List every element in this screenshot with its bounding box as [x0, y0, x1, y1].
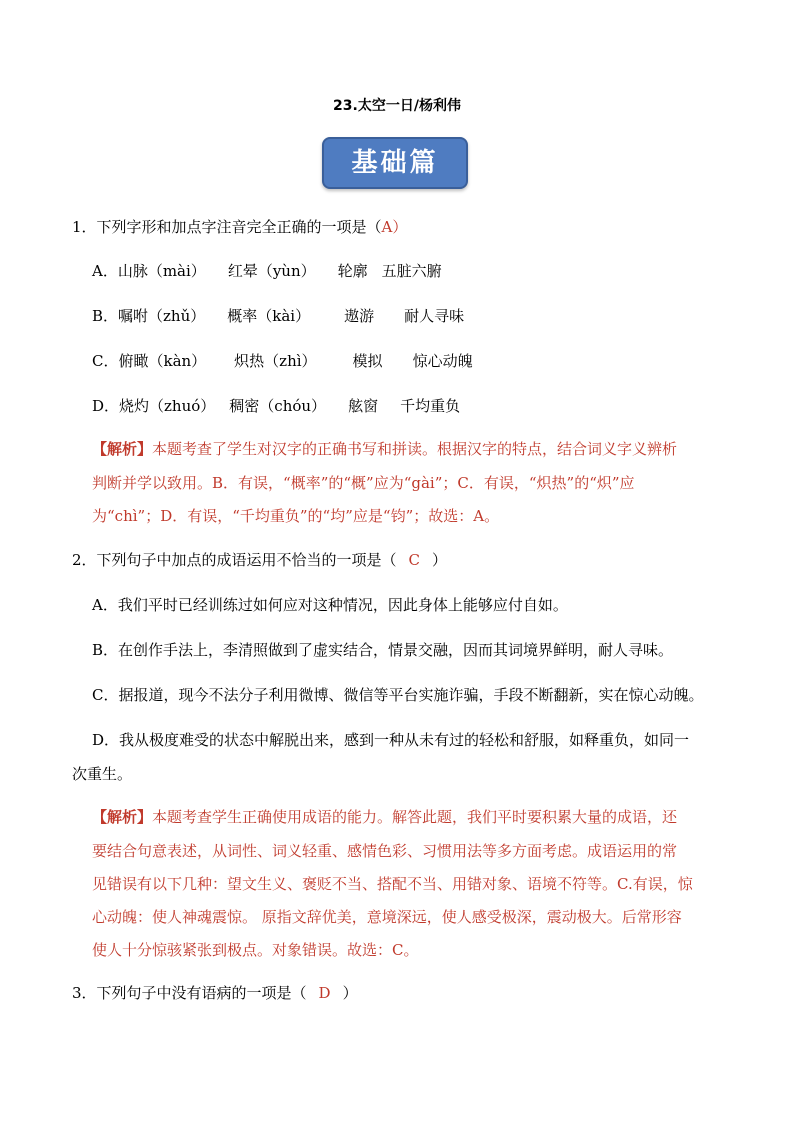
question-2-option-d: D．我从极度难受的状态中解脱出来，感到一种从未有过的轻松和舒服，如释重负，如同一 — [92, 731, 690, 749]
question-stem-text: 3．下列句子中没有语病的一项是（ — [72, 984, 307, 1002]
option-word: 惊心动魄 — [412, 352, 473, 370]
option-word: B．嘱咐（zhǔ） — [92, 307, 206, 325]
question-1-option-b — [92, 305, 464, 327]
question-3-stem — [72, 982, 358, 1004]
question-2-analysis-line: 使人十分惊骇紧张到极点。对象错误。故选：C。 — [92, 941, 419, 959]
question-1-option-d — [92, 395, 460, 417]
question-answer: C — [408, 551, 421, 569]
option-word: 炽热（zhì） — [234, 352, 317, 370]
option-word: 舷窗 — [348, 397, 379, 415]
question-answer: D — [318, 984, 331, 1002]
option-word: 遨游 — [344, 307, 375, 325]
question-2-option-d-continued: 次重生。 — [72, 765, 133, 783]
question-stem-text: 1．下列字形和加点字注音完全正确的一项是（ — [72, 218, 382, 236]
analysis-text: 本题考查学生正确使用成语的能力。解答此题，我们平时要积累大量的成语，还 — [152, 808, 678, 826]
analysis-tag: 【解析】 — [92, 808, 153, 826]
question-2-analysis-line — [92, 806, 677, 828]
question-1-option-a — [92, 260, 442, 282]
option-word: A．山脉（mài） — [92, 262, 206, 280]
analysis-tag: 【解析】 — [92, 440, 153, 458]
question-2-stem — [72, 549, 447, 571]
page-title: 23.太空一日/杨利伟 — [333, 98, 461, 114]
question-1-option-c — [92, 350, 473, 372]
option-word: 概率（kài） — [227, 307, 311, 325]
question-2-analysis-line: 见错误有以下几种：望文生义、褒贬不当、搭配不当、用错对象、语境不符等。C.有误，惊 — [92, 875, 693, 893]
question-answer: A — [381, 218, 393, 236]
question-stem-text: 2．下列句子中加点的成语运用不恰当的一项是（ — [72, 551, 397, 569]
option-word: 五脏六腑 — [381, 262, 442, 280]
option-word: D．烧灼（zhuó） — [92, 397, 216, 415]
option-word: 红晕（yùn） — [227, 262, 316, 280]
question-close: ） — [342, 984, 358, 1002]
analysis-text: 本题考查了学生对汉字的正确书写和拼读。根据汉字的特点，结合词义字义辨析 — [152, 440, 678, 458]
question-close: ） — [432, 551, 448, 569]
question-1-analysis-line: 判断并学以致用。B．有误，“概率”的“概”应为“gài”；C．有误，“炽热”的“炽”应 — [92, 474, 635, 492]
question-2-option-c: C．据报道，现今不法分子利用微博、微信等平台实施诈骗，手段不断翻新，实在惊心动魄。 — [92, 686, 704, 704]
option-word: C．俯瞰（kàn） — [92, 352, 207, 370]
option-word: 模拟 — [352, 352, 383, 370]
question-2-option-a: A．我们平时已经训练过如何应对这种情况，因此身体上能够应付自如。 — [92, 596, 568, 614]
option-word: 轮廓 — [337, 262, 368, 280]
option-word: 耐人寻味 — [404, 307, 465, 325]
question-1-analysis-line: 为“chì”；D．有误，“千均重负”的“均”应是“钧”；故选：A。 — [92, 507, 500, 525]
question-1-stem — [72, 216, 407, 238]
option-word: 千均重负 — [400, 397, 461, 415]
section-badge: 基础篇 — [322, 137, 468, 189]
question-close: ） — [392, 218, 408, 236]
question-2-option-b: B．在创作手法上，李清照做到了虚实结合，情景交融，因而其词境界鲜明，耐人寻味。 — [92, 641, 674, 659]
question-2-analysis-line: 要结合句意表述，从词性、词义轻重、感情色彩、习惯用法等多方面考虑。成语运用的常 — [92, 842, 678, 860]
option-word: 稠密（chóu） — [229, 397, 327, 415]
question-1-analysis-line — [92, 438, 677, 460]
question-2-analysis-line: 心动魄：使人神魂震惊。 原指文辞优美，意境深远，使人感受极深，震动极大。后常形容 — [92, 908, 682, 926]
